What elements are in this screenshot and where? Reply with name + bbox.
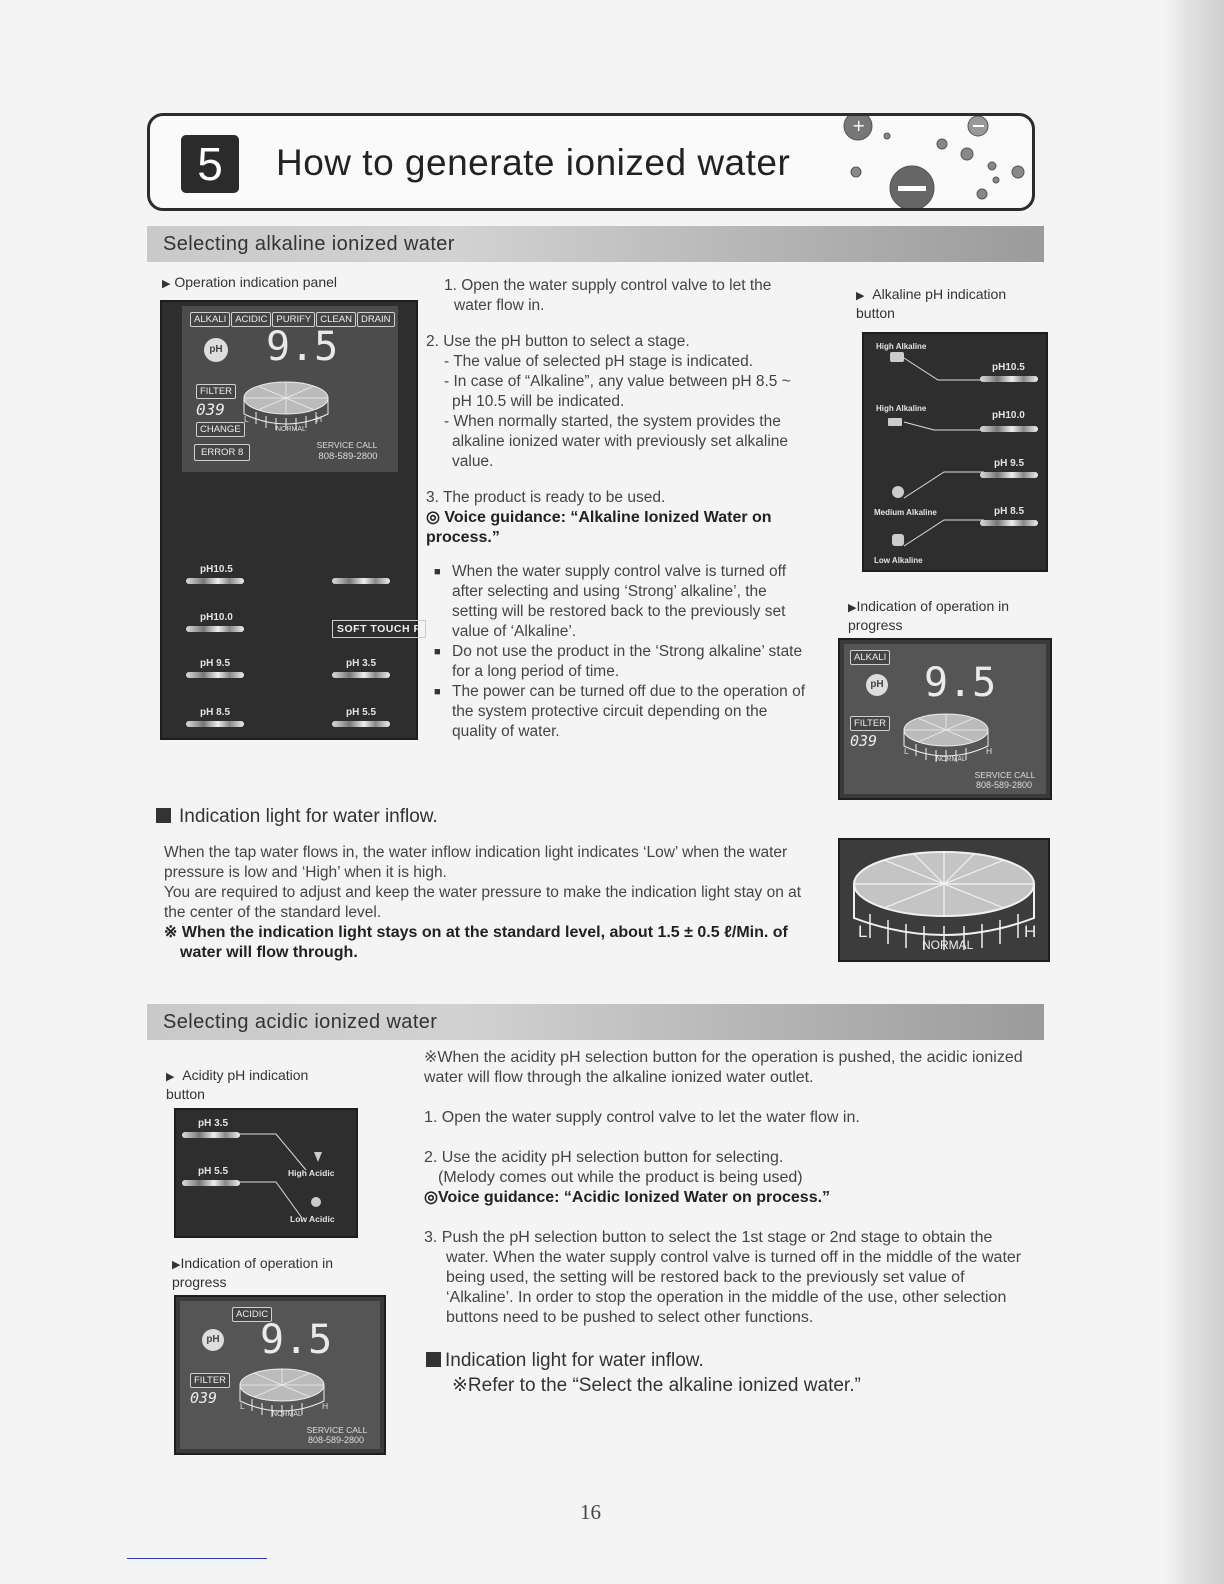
section-bar-acidic: Selecting acidic ionized water bbox=[147, 1004, 1044, 1040]
progress-tab-acidic: ACIDIC bbox=[232, 1307, 272, 1322]
ph-display-value: 9.5 bbox=[266, 324, 339, 370]
progress-gauge-high: H bbox=[986, 746, 993, 756]
acid-step-2: 2. Use the acidity pH selection button for selecting. bbox=[424, 1149, 784, 1166]
inflow-p1: When the tap water flows in, the water inflow indication light indicates ‘Low’ when the water pressure is low and ‘High’ when it is high. bbox=[164, 844, 788, 881]
acid-step-2-note: (Melody comes out while the product is being used) bbox=[438, 1169, 803, 1186]
alk-button-ph100[interactable] bbox=[980, 426, 1038, 432]
button-right-top[interactable] bbox=[332, 578, 390, 584]
tab-alkali[interactable]: ALKALI bbox=[190, 312, 230, 327]
button-label-ph100: pH10.0 bbox=[200, 612, 233, 623]
label-high-alkaline: High Alkaline bbox=[876, 404, 927, 413]
label-high-acidic: High Acidic bbox=[288, 1168, 335, 1178]
service-phone: 808-589-2800 bbox=[318, 451, 378, 462]
svg-text:+: + bbox=[852, 116, 866, 135]
pointer-icon: ▶ bbox=[848, 602, 857, 614]
inflow-text bbox=[164, 843, 816, 963]
op-progress-caption: ▶Indication of operation in progress bbox=[848, 598, 1010, 633]
panel-caption: ▶ Operation indication panel bbox=[162, 274, 338, 290]
gauge-low: L bbox=[244, 414, 249, 424]
square-bullet-icon bbox=[156, 808, 171, 823]
progress-filter-label: FILTER bbox=[850, 716, 890, 731]
value-ph100: pH10.0 bbox=[992, 410, 1025, 421]
filter-label: FILTER bbox=[196, 384, 236, 399]
alk-step-2b: - In case of “Alkaline”, any value between pH 8.5 ~ pH 10.5 will be indicated. bbox=[444, 373, 791, 410]
progress-gauge-low: L bbox=[904, 746, 909, 756]
acid-progress-service-call: SERVICE CALL bbox=[306, 1425, 368, 1435]
acidic-instructions bbox=[424, 1048, 1034, 1328]
button-ph85[interactable] bbox=[186, 721, 244, 727]
acid-value-ph35: pH 3.5 bbox=[198, 1118, 229, 1129]
binding-edge bbox=[1164, 0, 1224, 1584]
button-ph95[interactable] bbox=[186, 672, 244, 678]
value-ph95: pH 9.5 bbox=[994, 458, 1025, 469]
inflow-gauge-panel bbox=[838, 838, 1050, 962]
button-ph105[interactable] bbox=[186, 578, 244, 584]
acid-progress-service-phone: 808-589-2800 bbox=[307, 1435, 365, 1445]
alkaline-instructions bbox=[426, 276, 810, 742]
label-low-alkaline: Low Alkaline bbox=[874, 556, 923, 565]
alk-step-1: 1. Open the water supply control valve to let the water flow in. bbox=[444, 277, 772, 314]
acid-voice-guidance: ◎Voice guidance: “Acidic Ionized Water on process.” bbox=[424, 1189, 831, 1206]
acid-inflow-ref: ※Refer to the “Select the alkaline ionized water.” bbox=[452, 1375, 861, 1396]
label-high-alkaline-plus: High Alkaline bbox=[876, 342, 927, 351]
button-label-ph85: pH 8.5 bbox=[200, 707, 231, 718]
operation-indication-panel bbox=[160, 300, 421, 740]
button-ph55[interactable] bbox=[332, 721, 390, 727]
section-bar-alkaline: Selecting alkaline ionized water bbox=[147, 226, 1044, 262]
alkali-progress-panel bbox=[838, 638, 1052, 800]
tab-purify[interactable]: PURIFY bbox=[272, 312, 315, 327]
inflow-p3: ※ When the indication light stays on at the standard level, about 1.5 ± 0.5 ℓ/Min. of water will flow through. bbox=[164, 924, 788, 961]
alkaline-ph-buttons-panel bbox=[862, 332, 1048, 572]
error-label: ERROR 8 bbox=[194, 444, 250, 461]
acid-step-1: 1. Open the water supply control valve to let the water flow in. bbox=[424, 1109, 860, 1126]
acid-step-3: 3. Push the pH selection button to select the 1st stage or 2nd stage to obtain the water. When the water supply control valve is turned off in the middle of the water being used, the setting will be restored back to the previously set value of ‘Alkaline’. In order to stop the operation in the middle of the use, other selection buttons need to be pushed to select other functions. bbox=[424, 1229, 1022, 1326]
pointer-icon: ▶ bbox=[856, 290, 865, 302]
acid-intro: ※When the acidity pH selection button for the operation is pushed, the acidic ionized water will flow through the alkaline ionized water outlet. bbox=[424, 1049, 1023, 1086]
acid-op-caption: ▶Indication of operation in progress bbox=[172, 1255, 334, 1290]
alk-step-2a: - The value of selected pH stage is indicated. bbox=[444, 353, 754, 370]
button-ph35[interactable] bbox=[332, 672, 390, 678]
acid-progress-ph-value: 9.5 bbox=[260, 1317, 333, 1363]
acid-progress-gauge-high: H bbox=[322, 1401, 329, 1411]
acid-value-ph55: pH 5.5 bbox=[198, 1166, 229, 1177]
inflow-p2: You are required to adjust and keep the water pressure to make the indication light stay on at the center of the standard level. bbox=[164, 884, 802, 921]
alk-note-1: ■ When the water supply control valve is turned off after selecting and using ‘Strong’ alkaline’, the setting will be restored back to the previously set value of ‘Alkaline’. bbox=[434, 563, 786, 640]
alk-voice-guidance: ◎ Voice guidance: “Alkaline Ionized Water on process.” bbox=[426, 509, 772, 546]
alk-note-2: ■ Do not use the product in the ‘Strong alkaline’ state for a long period of time. bbox=[434, 643, 803, 680]
progress-tab-alkali: ALKALI bbox=[850, 650, 890, 665]
progress-gauge-normal: NORMAL bbox=[936, 756, 966, 763]
ion-bubbles-icon bbox=[832, 116, 1032, 208]
filter-count: 039 bbox=[196, 400, 225, 419]
progress-filter-count: 039 bbox=[850, 732, 878, 750]
chapter-header bbox=[147, 113, 1035, 211]
acid-progress-gauge-normal: NORMAL bbox=[272, 1411, 302, 1418]
square-bullet-icon bbox=[426, 1352, 441, 1367]
inflow-gauge-high: H bbox=[1024, 922, 1037, 941]
change-label: CHANGE bbox=[196, 422, 245, 437]
gauge-normal: NORMAL bbox=[276, 426, 306, 433]
acid-progress-filter-label: FILTER bbox=[190, 1373, 230, 1388]
alk-note-3: ■ The power can be turned off due to the operation of the system protective circuit depending on the quality of water. bbox=[434, 683, 806, 740]
button-label-ph55: pH 5.5 bbox=[346, 707, 377, 718]
pointer-icon: ▶ bbox=[172, 1259, 181, 1271]
acid-inflow-heading: Indication light for water inflow. bbox=[426, 1350, 704, 1372]
chapter-title: How to generate ionized water bbox=[276, 142, 791, 183]
chapter-number: 5 bbox=[181, 135, 239, 193]
pointer-icon: ▶ bbox=[162, 278, 171, 290]
button-label-ph105: pH10.5 bbox=[200, 564, 233, 575]
alk-step-2c: - When normally started, the system provides the alkaline ionized water with previously set alkaline value. bbox=[444, 413, 789, 470]
progress-service-call: SERVICE CALL bbox=[974, 770, 1036, 780]
acid-progress-filter-count: 039 bbox=[190, 1389, 218, 1407]
inflow-gauge-low: L bbox=[858, 922, 868, 941]
service-call-label: SERVICE CALL bbox=[316, 440, 378, 450]
label-low-acidic: Low Acidic bbox=[290, 1214, 335, 1224]
acid-progress-ph-badge: pH bbox=[202, 1329, 224, 1351]
inflow-heading: Indication light for water inflow. bbox=[156, 806, 438, 828]
alk-step-2: 2. Use the pH button to select a stage. bbox=[426, 333, 690, 350]
acidic-progress-panel bbox=[174, 1295, 386, 1455]
acid-button-caption: ▶ Acidity pH indication button bbox=[166, 1067, 309, 1102]
value-ph85: pH 8.5 bbox=[994, 506, 1025, 517]
button-ph100[interactable] bbox=[186, 626, 244, 632]
page-number: 16 bbox=[580, 1500, 601, 1524]
value-ph105: pH10.5 bbox=[992, 362, 1025, 373]
alk-button-ph85[interactable] bbox=[980, 520, 1038, 526]
button-label-ph95: pH 9.5 bbox=[200, 658, 231, 669]
ph-badge: pH bbox=[204, 338, 228, 362]
footer-rule bbox=[127, 1558, 267, 1559]
acidity-ph-buttons-panel bbox=[174, 1108, 358, 1238]
progress-ph-badge: pH bbox=[866, 674, 888, 696]
progress-ph-value: 9.5 bbox=[924, 660, 997, 706]
tab-acidic[interactable]: ACIDIC bbox=[231, 312, 271, 327]
label-medium-alkaline: Medium Alkaline bbox=[874, 508, 937, 517]
alk-button-ph95[interactable] bbox=[980, 472, 1038, 478]
tab-drain[interactable]: DRAIN bbox=[357, 312, 395, 327]
acid-progress-gauge-low: L bbox=[240, 1401, 245, 1411]
soft-touch-label: SOFT TOUCH P bbox=[332, 620, 426, 638]
tab-clean[interactable]: CLEAN bbox=[316, 312, 356, 327]
pointer-icon: ▶ bbox=[166, 1071, 175, 1083]
inflow-gauge-normal: NORMAL bbox=[922, 938, 974, 952]
gauge-high: H bbox=[316, 414, 323, 424]
alk-step-3: 3. The product is ready to be used. bbox=[426, 489, 666, 506]
progress-service-phone: 808-589-2800 bbox=[975, 780, 1033, 790]
alk-button-ph105[interactable] bbox=[980, 376, 1038, 382]
alk-button-caption: ▶ Alkaline pH indication button bbox=[856, 286, 1007, 321]
button-label-ph35: pH 3.5 bbox=[346, 658, 377, 669]
